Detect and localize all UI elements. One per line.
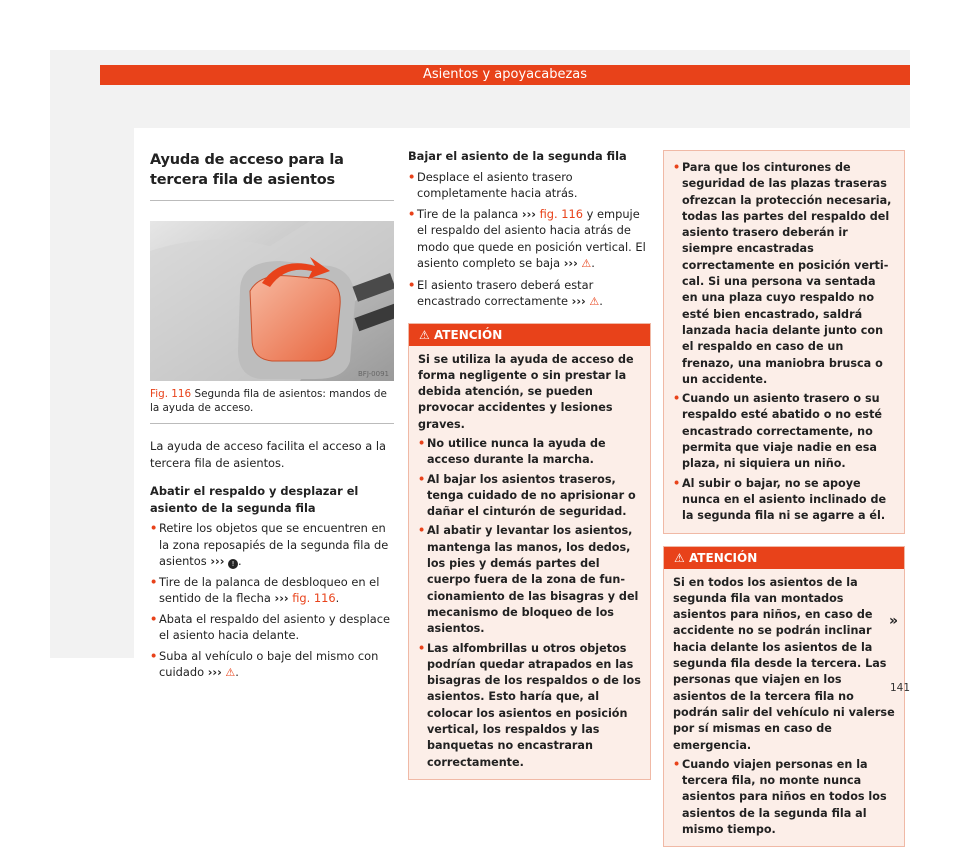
- warning-body: [409, 346, 650, 779]
- figure-caption: [150, 387, 394, 424]
- list-item: • Abata el respaldo del asiento y desplace el asiento hacia delante.: [150, 611, 394, 644]
- list-item: • Al bajar los asientos traseros, tenga cuidado de no aprisionar o dañar el cinturón de seguridad.: [418, 472, 641, 521]
- list-item: • Al subir o bajar, no se apoye nunca en el asiento inclinado de la segunda fila ni se agarre a él.: [673, 476, 895, 525]
- list-item: • El asiento trasero deberá estar encastrado correctamente ››› ⚠.: [408, 277, 651, 311]
- section-heading: Ayuda de acceso para la tercera fila de asientos: [150, 150, 394, 201]
- warning-triangle-icon: ⚠: [419, 327, 430, 342]
- warning-box: [408, 323, 651, 780]
- warning-triangle-icon: ⚠: [225, 666, 236, 679]
- list-item: • Suba al vehículo o baje del mismo con cuidado ››› ⚠.: [150, 648, 394, 682]
- list-item: • Tire de la palanca de desbloqueo en el sentido de la flecha ››› fig. 116.: [150, 574, 394, 607]
- seat-lever-illustration: [150, 221, 394, 381]
- warning-box: [663, 546, 905, 847]
- list-item: • Para que los cinturones de seguridad de las plazas traseras ofrezcan la protección necesaria, todas las partes del respaldo del asiento trasero deberán ir siempre encastradas correctamente en posición vertical. Si una persona va sentada en una plaza cuyo respaldo no esté bien encastrado, saldrá lanzada hacia delante junto con el respaldo en caso de un frenazo, una maniobra brusca o un accidente.: [673, 160, 895, 388]
- figure-link[interactable]: fig. 116: [292, 591, 336, 605]
- warning-body: [664, 569, 904, 847]
- list-item: • Desplace el asiento trasero completamente hacia atrás.: [408, 169, 651, 202]
- warning-header: ⚠ ATENCIÓN: [409, 324, 650, 346]
- column-1: [150, 128, 394, 682]
- list-item: • Cuando un asiento trasero o su respaldo esté abatido o no esté encastrado correctamente, no permita que viaje nadie en esa plaza, ni siquiera un niño.: [673, 391, 895, 472]
- caption-label: Fig. 116: [150, 388, 192, 400]
- warning-header: ⚠ ATENCIÓN: [664, 547, 904, 569]
- list-item: • Tire de la palanca ››› fig. 116 y empuje el respaldo del asiento hacia atrás de modo que quede en posición vertical. El asiento completo se baja ››› ⚠.: [408, 206, 651, 273]
- intro-text: La ayuda de acceso facilita el acceso a la tercera fila de asientos.: [150, 439, 387, 470]
- column-2: [408, 128, 651, 780]
- warning-intro: Si en todos los asientos de la segunda fila van montados asientos para niños, en caso de accidente no se podrán inclinar hacia delante los asientos de la segunda fila desde la tercera. Las personas que viajen en los asientos de la tercera fila no podrán salir del vehículo ni valerse por sí mismas en caso de emergencia.: [673, 575, 895, 752]
- page-sheet: [50, 50, 910, 836]
- figure-link[interactable]: fig. 116: [539, 206, 584, 221]
- warning-box-continued: [663, 150, 905, 534]
- list-item: • Cuando viajen personas en la tercera fila, no monte nunca asientos para niños en todos los asientos de la segunda fila al mismo tiempo.: [673, 757, 895, 838]
- info-circle-icon: !: [228, 559, 238, 569]
- list-item: • Las alfombrillas u otros objetos podrían quedar atrapados en las bisagras de los respaldos o de los asientos. Esto haría que, al colocar los asientos en posición vertical, los respaldos y las banquetas no encastraran correctamente.: [418, 641, 641, 771]
- continue-marker: »: [888, 613, 898, 629]
- warning-intro: Si se utiliza la ayuda de acceso de forma negligente o sin prestar la debida atención, se pueden provocar accidentes y lesiones graves.: [418, 352, 634, 431]
- subheading-lower: Bajar el asiento de la segunda fila: [408, 149, 627, 163]
- warning-triangle-icon: ⚠: [589, 295, 600, 308]
- list-item: • Al abatir y levantar los asientos, mantenga las manos, los dedos, los pies y demás partes del cuerpo fuera de la zona de funcionamiento de las bisagras y del mecanismo de bloqueo de los asientos.: [418, 523, 641, 637]
- list-item: • No utilice nunca la ayuda de acceso durante la marcha.: [418, 436, 641, 469]
- column-3: [663, 128, 905, 847]
- subheading-fold: Abatir el respaldo y desplazar el asiento de la segunda fila: [150, 484, 359, 515]
- warning-triangle-icon: ⚠: [581, 257, 592, 270]
- list-item: • Retire los objetos que se encuentren en la zona reposapiés de la segunda fila de asientos ››› ! .: [150, 520, 394, 570]
- warning-body: [664, 151, 904, 533]
- warning-triangle-icon: ⚠: [674, 550, 685, 565]
- section-header: Asientos y apoyacabezas: [100, 65, 910, 85]
- figure-116: [150, 221, 394, 381]
- caption-text: Segunda fila de asientos: mandos de la ayuda de acceso.: [150, 388, 387, 414]
- page-number: 141: [889, 682, 910, 694]
- figure-code: BFJ-0091: [358, 370, 389, 378]
- page-content: [134, 128, 910, 836]
